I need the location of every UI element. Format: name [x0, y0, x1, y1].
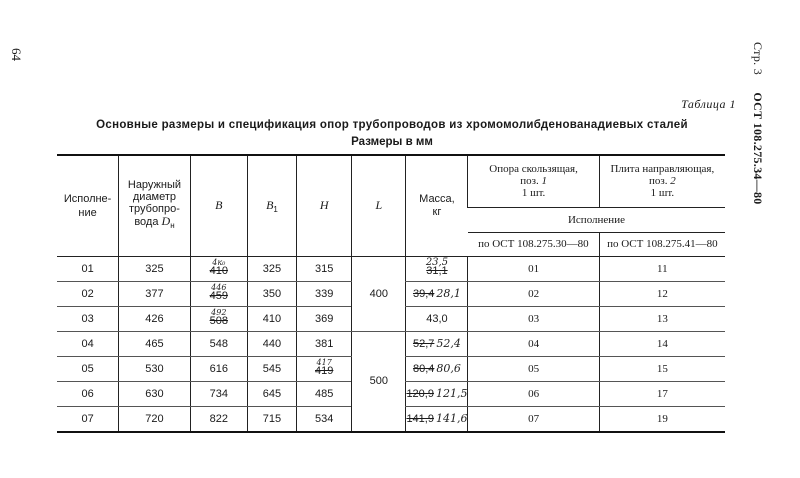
cell-plate: 11: [599, 256, 725, 281]
cell-support: 03: [468, 306, 599, 331]
cell-h: 339: [297, 281, 352, 306]
header-plate: Плита направляющая, поз. 2 1 шт.: [599, 155, 725, 207]
cell-exec: 03: [57, 306, 119, 331]
handwritten-correction: 492: [211, 308, 227, 317]
cell-mass: 141,9 141,6: [406, 406, 468, 432]
cell-exec: 01: [57, 256, 119, 281]
cell-b: 548: [190, 331, 247, 356]
table-row: [57, 256, 725, 281]
header-plate-ost: по ОСТ 108.275.41—80: [599, 232, 725, 256]
table-row: [57, 331, 725, 356]
cell-plate: 14: [599, 331, 725, 356]
cell-support: 02: [468, 281, 599, 306]
cell-dn: 377: [119, 281, 191, 306]
cell-plate: 12: [599, 281, 725, 306]
page-number: 64: [9, 48, 24, 61]
handwritten-correction: 141,6: [435, 412, 468, 425]
cell-exec: 05: [57, 356, 119, 381]
cell-dn: 630: [119, 381, 191, 406]
cell-h: 417 419: [297, 356, 352, 381]
cell-mass: 39,4 28,1: [406, 281, 468, 306]
header-execution: Исполне- ние: [57, 155, 119, 256]
cell-h: 485: [297, 381, 352, 406]
cell-mass: 23,5 31,1: [406, 256, 468, 281]
handwritten-correction: 121,5: [435, 387, 468, 400]
cell-b1: 715: [247, 406, 296, 432]
cell-h: 534: [297, 406, 352, 432]
table-title: Основные размеры и спецификация опор трубопроводов из хромомолибденованадиевых сталей: [96, 119, 688, 131]
cell-b1: 440: [247, 331, 296, 356]
cell-exec: 04: [57, 331, 119, 356]
cell-dn: 530: [119, 356, 191, 381]
handwritten-correction: 4к₀: [212, 258, 226, 267]
side-standard-label: ОСТ 108.275.34—80: [751, 92, 765, 205]
cell-mass: 43,0: [406, 306, 468, 331]
cell-b: 734: [190, 381, 247, 406]
cell-b1: 645: [247, 381, 296, 406]
cell-b: 492 508: [190, 306, 247, 331]
header-b1: $B_1$: [247, 155, 296, 256]
side-page-label: Стр. 3: [751, 42, 765, 76]
cell-b: 4к₀ 410: [190, 256, 247, 281]
cell-support: 01: [468, 256, 599, 281]
header-mass: Масса, кг: [406, 155, 468, 256]
cell-support: 06: [468, 381, 599, 406]
cell-dn: 465: [119, 331, 191, 356]
cell-dn: 720: [119, 406, 191, 432]
cell-mass: 120,9 121,5: [406, 381, 468, 406]
document-side-header: [750, 42, 765, 205]
handwritten-correction: 28,1: [436, 287, 461, 300]
cell-support: 05: [468, 356, 599, 381]
handwritten-correction: 23,5: [425, 257, 449, 268]
header-h: H: [297, 155, 352, 256]
header-support-ost: по ОСТ 108.275.30—80: [468, 232, 599, 256]
handwritten-correction: 80,6: [436, 362, 461, 375]
cell-b: 446 459: [190, 281, 247, 306]
cell-plate: 17: [599, 381, 725, 406]
header-outer-diameter: Наружный диаметр трубопро- вода $D_н$: [119, 155, 191, 256]
handwritten-correction: 417: [316, 358, 332, 367]
cell-exec: 06: [57, 381, 119, 406]
cell-plate: 19: [599, 406, 725, 432]
handwritten-correction: 446: [211, 283, 227, 292]
cell-b1: 545: [247, 356, 296, 381]
header-support: Опора скользящая, поз. 1 1 шт.: [468, 155, 599, 207]
cell-plate: 15: [599, 356, 725, 381]
spec-table: [57, 154, 725, 433]
cell-b: 822: [190, 406, 247, 432]
cell-plate: 13: [599, 306, 725, 331]
handwritten-correction: 52,4: [436, 337, 461, 350]
cell-exec: 02: [57, 281, 119, 306]
cell-h: 315: [297, 256, 352, 281]
header-execution-group: Исполнение: [468, 207, 725, 232]
cell-b: 616: [190, 356, 247, 381]
header-b: B: [190, 155, 247, 256]
table-units: Размеры в мм: [351, 136, 433, 148]
cell-l: 500: [352, 331, 406, 432]
cell-dn: 325: [119, 256, 191, 281]
table-label: Таблица 1: [681, 97, 736, 111]
cell-b1: 325: [247, 256, 296, 281]
cell-mass: 52,7 52,4: [406, 331, 468, 356]
cell-b1: 410: [247, 306, 296, 331]
cell-exec: 07: [81, 412, 94, 425]
cell-h: 369: [297, 306, 352, 331]
cell-support: 04: [468, 331, 599, 356]
cell-b1: 350: [247, 281, 296, 306]
cell-h: 381: [297, 331, 352, 356]
header-l: L: [352, 155, 406, 256]
cell-support: 07: [468, 406, 599, 432]
cell-mass: 80,4 80,6: [406, 356, 468, 381]
cell-l: 400: [352, 256, 406, 331]
cell-dn: 426: [119, 306, 191, 331]
